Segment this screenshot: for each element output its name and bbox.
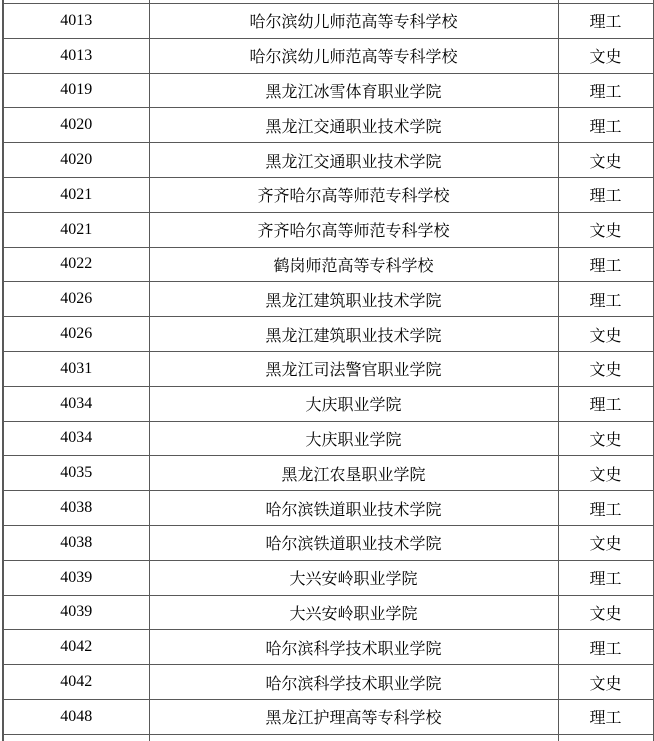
- table-row: [3, 665, 653, 700]
- partial-row-bottom: [3, 734, 653, 741]
- school-cell: 哈尔滨幼儿师范高等专科学校: [149, 4, 558, 39]
- table-row: [3, 38, 653, 73]
- school-cell: 黑龙江农垦职业学院: [149, 456, 558, 491]
- code-cell: 4020: [3, 108, 149, 143]
- code-cell: 4042: [3, 665, 149, 700]
- table-row: [3, 456, 653, 491]
- code-cell: 4034: [3, 386, 149, 421]
- admission-codes-table: [2, 0, 654, 741]
- code-cell: 4019: [3, 73, 149, 108]
- category-cell: 文史: [558, 525, 653, 560]
- table-row: [3, 4, 653, 39]
- school-cell: 黑龙江交通职业技术学院: [149, 143, 558, 178]
- code-cell: 4031: [3, 351, 149, 386]
- category-cell: 理工: [558, 108, 653, 143]
- code-cell: 4042: [3, 630, 149, 665]
- table-row: [3, 351, 653, 386]
- school-cell: 黑龙江建筑职业技术学院: [149, 282, 558, 317]
- table-row: [3, 595, 653, 630]
- category-cell: 理工: [558, 491, 653, 526]
- category-cell: 文史: [558, 421, 653, 456]
- table-row: [3, 491, 653, 526]
- code-cell: 4026: [3, 282, 149, 317]
- code-cell: 4020: [3, 143, 149, 178]
- table-row: [3, 525, 653, 560]
- category-cell: 文史: [558, 456, 653, 491]
- category-cell: 文史: [558, 317, 653, 352]
- school-cell: 齐齐哈尔高等师范专科学校: [149, 212, 558, 247]
- school-cell: 黑龙江司法警官职业学院: [149, 351, 558, 386]
- category-cell: 文史: [558, 665, 653, 700]
- category-cell: 理工: [558, 177, 653, 212]
- code-cell: 4035: [3, 456, 149, 491]
- table-row: [3, 73, 653, 108]
- category-cell: 理工: [558, 4, 653, 39]
- table-row: [3, 386, 653, 421]
- table-row: [3, 177, 653, 212]
- category-cell: 理工: [558, 386, 653, 421]
- school-cell: 哈尔滨科学技术职业学院: [149, 630, 558, 665]
- category-cell: [558, 734, 653, 741]
- school-cell: 黑龙江护理高等专科学校: [149, 699, 558, 734]
- table-row: [3, 699, 653, 734]
- school-cell: 哈尔滨铁道职业技术学院: [149, 491, 558, 526]
- code-cell: [3, 734, 149, 741]
- category-cell: 文史: [558, 38, 653, 73]
- school-cell: 黑龙江建筑职业技术学院: [149, 317, 558, 352]
- school-cell: 黑龙江交通职业技术学院: [149, 108, 558, 143]
- school-cell: 大兴安岭职业学院: [149, 595, 558, 630]
- category-cell: 理工: [558, 282, 653, 317]
- category-cell: 理工: [558, 560, 653, 595]
- code-cell: 4034: [3, 421, 149, 456]
- code-cell: 4039: [3, 560, 149, 595]
- table-row: [3, 143, 653, 178]
- category-cell: 理工: [558, 630, 653, 665]
- code-cell: 4039: [3, 595, 149, 630]
- code-cell: 4038: [3, 491, 149, 526]
- category-cell: 理工: [558, 73, 653, 108]
- code-cell: 4048: [3, 699, 149, 734]
- school-cell: 大庆职业学院: [149, 386, 558, 421]
- school-cell: 大庆职业学院: [149, 421, 558, 456]
- table-row: [3, 560, 653, 595]
- code-cell: 4026: [3, 317, 149, 352]
- school-cell: [149, 734, 558, 741]
- code-cell: 4013: [3, 4, 149, 39]
- code-cell: 4022: [3, 247, 149, 282]
- school-cell: 哈尔滨幼儿师范高等专科学校: [149, 38, 558, 73]
- category-cell: 理工: [558, 699, 653, 734]
- table-row: [3, 212, 653, 247]
- code-cell: 4021: [3, 177, 149, 212]
- code-cell: 4013: [3, 38, 149, 73]
- table-row: [3, 630, 653, 665]
- school-cell: 黑龙江冰雪体育职业学院: [149, 73, 558, 108]
- category-cell: 文史: [558, 351, 653, 386]
- category-cell: 理工: [558, 247, 653, 282]
- table-row: [3, 108, 653, 143]
- school-cell: 齐齐哈尔高等师范专科学校: [149, 177, 558, 212]
- category-cell: 文史: [558, 212, 653, 247]
- category-cell: 文史: [558, 143, 653, 178]
- code-cell: 4038: [3, 525, 149, 560]
- table-row: [3, 421, 653, 456]
- category-cell: 文史: [558, 595, 653, 630]
- table-row: [3, 247, 653, 282]
- school-cell: 鹤岗师范高等专科学校: [149, 247, 558, 282]
- school-cell: 哈尔滨铁道职业技术学院: [149, 525, 558, 560]
- school-cell: 大兴安岭职业学院: [149, 560, 558, 595]
- table-row: [3, 282, 653, 317]
- school-cell: 哈尔滨科学技术职业学院: [149, 665, 558, 700]
- code-cell: 4021: [3, 212, 149, 247]
- table-row: [3, 317, 653, 352]
